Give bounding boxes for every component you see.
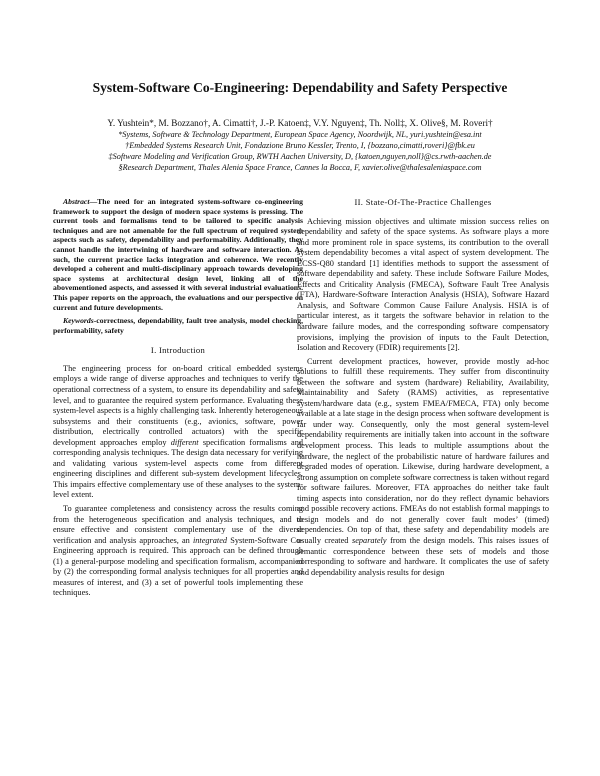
affiliation-thales: §Research Department, Thales Alenia Space France, Cannes la Bocca, F, xavier.olive@thalesaleniaspace.com: [118, 163, 482, 172]
right-column: [297, 197, 549, 578]
intro-paragraph-1: [53, 364, 303, 501]
state-p2-text-b: from the design models. This raises issues of semantic correspondence between these sets of models and those corresponding to software and hardware. It complicates the use of safety and dependability analysis results for design: [297, 535, 549, 577]
abstract-text: —The need for an integrated system-software co-engineering framework to support the design of modern space systems is pressing. The current tools and formalisms tend to be tailored to specific analysis techniques and are not amenable for the full spectrum of required system aspects such as safety, dependability and performability. Additionally, they cannot handle the intertwining of hardware and software interaction. As such, the current practice lacks integration and coherence. We recently developed a coherent and multi-disciplinary approach towards developing space systems at architectural design level, linking all of the abovementioned aspects, and assessed it with several industrial evaluations. This paper reports on the approach, the evaluations and our perspective on current and future developments.: [53, 197, 303, 312]
keywords-label: Keywords: [63, 316, 94, 326]
affiliation-fbk: †Embedded Systems Research Unit, Fondazione Bruno Kessler, Trento, I, {bozzano,cimatti,roveri}@fbk.eu: [125, 141, 475, 150]
intro-p2-emphasis: integrated: [192, 535, 228, 545]
keywords-text: -correctness, dependability, fault tree analysis, model checking, performability, safety: [53, 316, 303, 335]
state-p2-text-a: Current development practices, however, provide mostly ad-hoc solutions to fulfill these requirements. They suffer from discontinuity between the software and system (hardware) Reliability, Availability, Maintainability and Safety (RAMS) activities, as representative system/hardware data (e.g., system FMEA/FMECA, FTA) only become available at a late stage in the design process when software development is far under way. Consequently, only the most general system-level dependability requirements are initially taken into account in the software development process. This leads to multiple assumptions about the hardware, the neglect of the probabilistic nature of hardware failures and degraded modes of operation. Likewise, during hardware development, a strong assumption on complete software correctness is taken without regard for software failures. Moreover, FTA approaches do neither take fault timing aspects into consideration, nor do they reflect dynamic behaviors and possible recovery actions. FMEAs do not establish formal mappings to design models and do not generally cover fault modes’ (timed) dependencies. On top of that, these safety and dependability models are usually created: [297, 356, 549, 545]
author-block: [40, 118, 560, 173]
intro-paragraph-2: [53, 504, 303, 599]
intro-p1-text-a: The engineering process for on-board critical embedded systems employs a wide range of diverse approaches and techniques to verify the operational correctness of a system, to ensure its dependability and safety level, and to guarantee the required system performance. Evaluating these system-level aspects is a highly challenging task. Inherently heterogeneous subsystems and their constituents (e.g., avionics, software, power distribution, electrically controlled actuators) with the specific development approaches employ: [53, 363, 303, 447]
section-heading-introduction: I. Introduction: [150, 345, 206, 356]
author-list: Y. Yushtein*, M. Bozzano†, A. Cimatti†, J.-P. Katoen‡, V.Y. Nguyen‡, Th. Noll‡, X. Olive§, M. Roveri†: [107, 118, 493, 128]
abstract-label: Abstract: [63, 197, 90, 206]
keywords: [53, 316, 303, 335]
intro-p1-text-b: specification formalisms and corresponding analysis techniques. The design data necessary for verifying and validating various system-level aspects come from different engineering disciplines and different sub-system development lifecycles. This impairs effective complementary use of these analyses to the system-level extent.: [53, 437, 303, 500]
section-heading-state-of-practice: II. State-Of-The-Practice Challenges: [354, 197, 492, 207]
left-column: [53, 197, 303, 599]
state-paragraph-2: [297, 357, 549, 578]
intro-p2-text-a: To guarantee completeness and consistency across the results coming from the heterogeneous specification and analysis techniques, and to ensure effective and consistent complementary use of the diverse verification and analysis approaches, an: [53, 503, 303, 545]
state-p2-emphasis: separately: [351, 535, 387, 545]
state-paragraph-1: Achieving mission objectives and ultimate mission success relies on dependability and safety of the space systems. As software plays a more and more prominent role in space systems, its contribution to the overall system dependability becomes a vital aspect of system development. The ECSS-Q80 standard [1] identifies methods to support the assessment of software dependability and safety. These include Software Failure Modes, Effects and Criticality Analysis (FMECA), Software Fault Tree Analysis (FTA), Hardware-Software Interaction Analysis (HSIA), Software Hazard Analysis, and Software Common Cause Failure Analysis. HSIA is of particular interest, as it targets the software behavior in relation to the hardware failure modes, and the corresponding software compensatory provisions, implying the provision of inputs to the Fault Detection, Isolation and Recovery (FDIR) requirements [2].: [297, 216, 549, 353]
affiliation-esa: *Systems, Software & Technology Department, European Space Agency, Noordwijk, NL, yuri.yushtein@esa.int: [118, 130, 482, 139]
paper-title: System-Software Co-Engineering: Dependability and Safety Perspective: [92, 80, 508, 95]
affiliation-rwth: ‡Software Modeling and Verification Group, RWTH Aachen University, D, {katoen,nguyen,noll}@cs.rwth-aachen.de: [108, 152, 492, 161]
intro-p2-text-b: System-Software Co-Engineering approach is required. This approach can be defined through (1) a general-purpose modeling and specification formalism, accompanied by (2) the corresponding formal analysis techniques for all properties and measures of interest, and (3) a set of powerful tools implementing these techniques.: [53, 535, 303, 598]
abstract: [53, 197, 303, 312]
intro-p1-emphasis: different: [170, 437, 199, 447]
